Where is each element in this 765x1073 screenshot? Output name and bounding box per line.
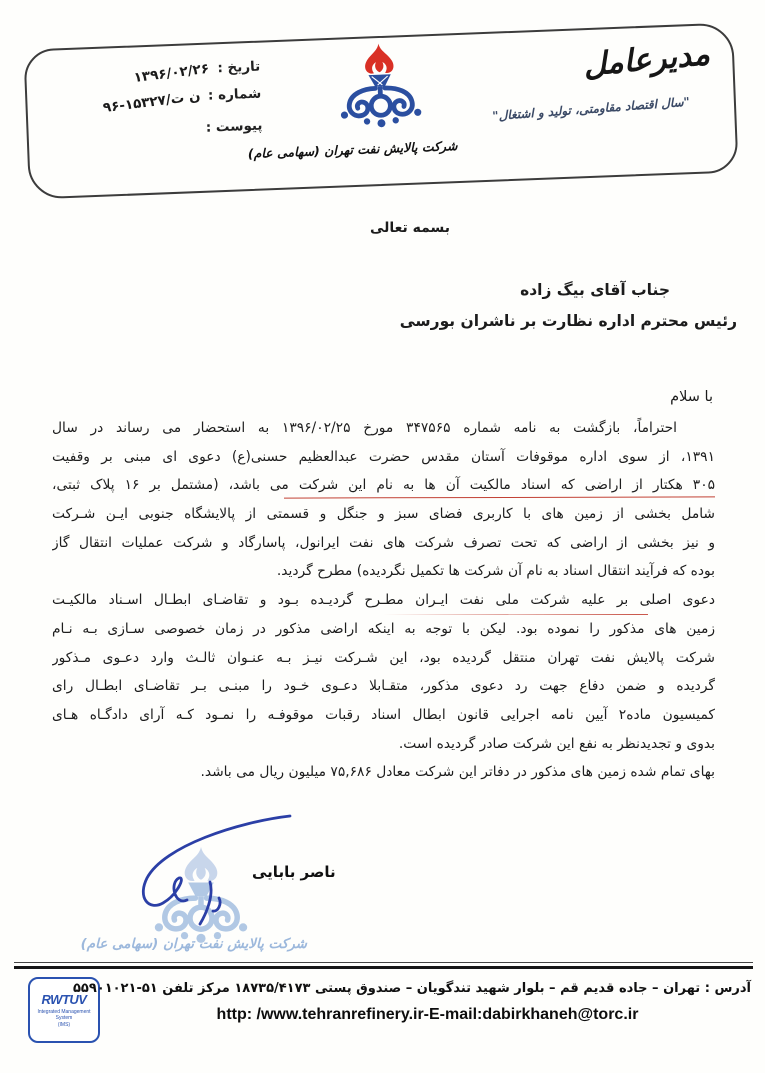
attachment-label: پیوست : [205, 117, 263, 136]
company-logo-block [247, 39, 458, 162]
body-line: احتراماً، بازگشت به نامه شماره ۳۴۷۵۶۵ مورخ ۱۳۹۶/۰۲/۲۵ به استحضار می رساند در سال [52, 420, 678, 436]
attachment-row [92, 118, 262, 141]
body-line: و نیز بخشی از اراضی که تحت تصرف شرکت های نفت ایرانول، پاسارگاد و شرکت عملیات انتقال گاز [52, 534, 715, 551]
body-line: زمین های مذکور را نموده بود. لیکن با توجه به اینکه اراضی مذکور در زمان خصوصی سـازی بـه نـام [52, 620, 715, 637]
certification-line: (IMS) [57, 1021, 71, 1028]
letterhead-fields [90, 59, 263, 151]
body-line: شامل بخشی از زمین های با کاربری فضای سبز و جنگل و قسمتی از پالایشگاه جنوبی ایـن شـرکت [52, 506, 715, 523]
company-name: شرکت پالایش نفت تهران (سهامی عام) [247, 138, 458, 162]
date-label: تاریخ : [217, 58, 261, 77]
letterhead-box [23, 22, 738, 199]
addressee-title: رئیس محترم اداره نظارت بر ناشران بورسی [399, 312, 737, 330]
body-line: بدوی و تجدیدنظر به نفع این شرکت صادر گردیده است. [398, 735, 715, 752]
certification-line: System [55, 1015, 73, 1022]
body-line: شرکت پالایش نفت تهران منتقل گردیده بود، این شـرکت نیـز بـه عنـوان ثالـث وارد دعـوی مـذکور [52, 649, 715, 666]
date-row [90, 58, 261, 86]
body-line: بهای تمام شده زمین های مذکور در دفاتر این شرکت معادل ۷۵,۶۸۶ میلیون ریال می باشد. [200, 764, 715, 781]
footer-rule-thin [14, 962, 753, 963]
number-label: شماره : [207, 85, 262, 104]
certification-brand: RWTUV [41, 991, 87, 1007]
body-line-underlined: ۳۰۵ هکتار از اراضی که اسناد مالکیت آن ها به نام این شرکت می باشد، (مشتمل بر ۱۶ پلاک ثبتی، [52, 471, 715, 500]
oil-company-flame-logo-icon [330, 40, 430, 138]
body-line: کمیسیون ماده۲ آیین نامه اجرایی قانون ابطال اسناد رقبات موقوفـه را نمـود کـه آرای دادگـاه هـای [52, 706, 715, 723]
date-value: ۱۳۹۶/۰۲/۲۶ [133, 60, 211, 86]
certification-line: Integrated Management [37, 1008, 91, 1015]
body-line-underlined: دعوی اصلی بر علیه شرکت ملی نفت ایـران مطـرح گردیـده بـود و تقاضـای ابطـال اسـناد مالکیـت [52, 586, 715, 615]
year-slogan: "سال اقتصاد مقاومتی، تولید و اشتغال" [491, 94, 691, 124]
signer-name: ناصر بابایی [252, 863, 336, 881]
body-paragraph [52, 414, 715, 787]
stamp-company-name: شرکت پالایش نفت تهران (سهامی عام) [80, 936, 307, 952]
footer-rule-thick [14, 966, 753, 969]
address-line: آدرس : تهران – جاده قدیم قم – بلوار شهید تندگویان – صندوق پستی ۱۸۷۳۵/۴۱۷۳ مرکز تلفن ۵۱-۵۵۹۰۱۰۲۱ [72, 981, 751, 996]
body-line: بوده که فرآیند انتقال اسناد به نام آن شرکت ها تکمیل نگردیده) مطرح گردید. [276, 563, 715, 580]
body-line: گردیده و ضمن دفاع جهت رد دعوی مذکور، متقـابلا دعـوی خـود را مبنـی بـر تقاضـای ابطـال رای [52, 678, 715, 695]
addressee-name: جناب آقای بیگ زاده [520, 281, 670, 299]
body-line: ۱۳۹۱، از سوی اداره موقوفات آستان مقدس حضرت عبدالعظیم حسنی(ع) دعوی ای مبنی بر وقفیت [52, 448, 715, 465]
salutation: با سلام [670, 389, 713, 405]
number-row [91, 85, 262, 117]
besmele-heading: بسمه تعالی [369, 220, 451, 236]
number-value: ن ت/۱۵۳۲۷-۹۶ [101, 87, 202, 117]
website-email-line: http: /www.tehranrefinery.ir-E-mail:dabirkhaneh@torc.ir [216, 1006, 639, 1023]
director-title: مدیرعامل [582, 36, 712, 84]
